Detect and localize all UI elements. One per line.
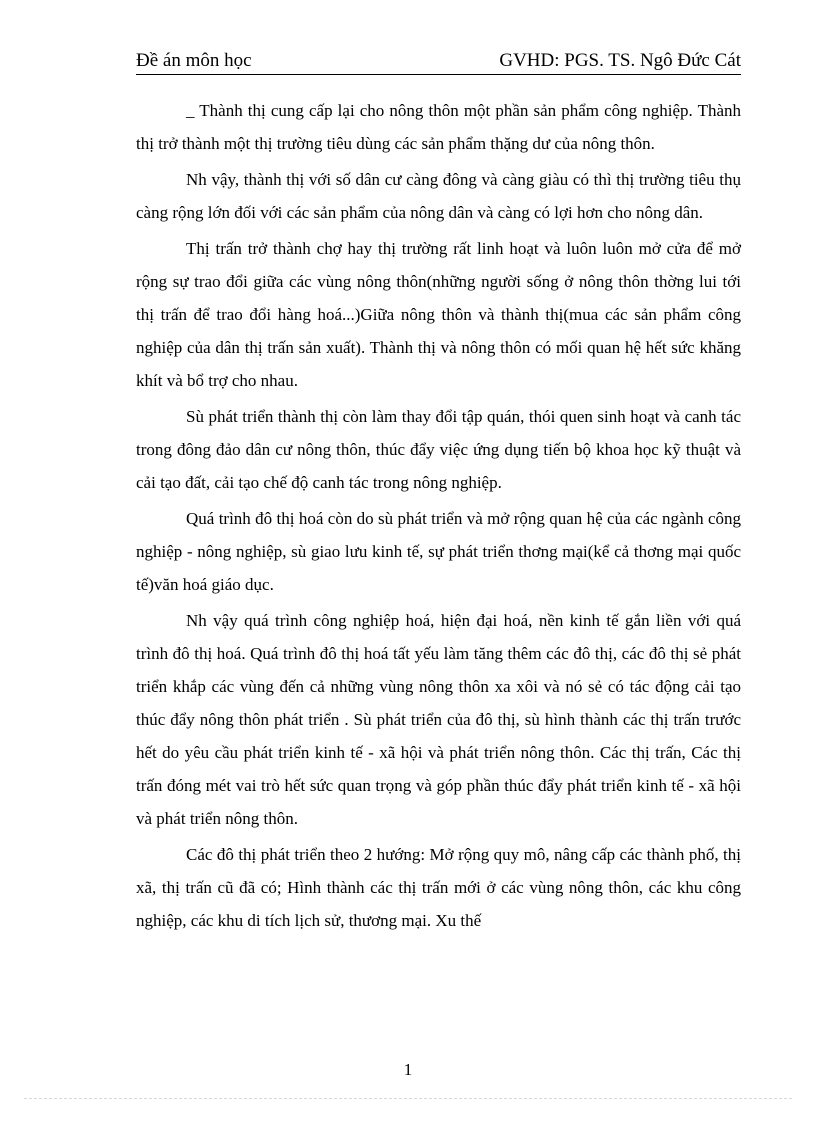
paragraph: Quá trình đô thị hoá còn do sù phát triển và mở rộng quan hệ của các ngành công nghiệp - nông nghiệp, sù giao lưu kinh tế, sự phát triển thơng mại(kể cả thơng mại quốc tế)văn hoá giáo dục. — [136, 509, 741, 594]
paragraph: Thị trấn trở thành chợ hay thị trường rất linh hoạt và luôn luôn mở cửa để mở rộng sự trao đổi giữa các vùng nông thôn(những người sống ở nông thôn thờng lui tới thị trấn để trao đổi hàng hoá...)Giữa nông thôn và thành thị(mua các sản phẩm công nghiệp của dân thị trấn sản xuất). Thành thị và nông thôn có mối quan hệ hết sức khăng khít và bổ trợ cho nhau. — [136, 239, 741, 390]
paragraph: _ Thành thị cung cấp lại cho nông thôn một phần sản phẩm công nghiệp. Thành thị trở thành một thị trường tiêu dùng các sản phẩm thặng dư của nông thôn. — [136, 101, 741, 153]
header-supervisor: GVHD: PGS. TS. Ngô Đức Cát — [499, 50, 741, 71]
document-body — [136, 94, 741, 937]
footer-divider — [24, 1098, 792, 1099]
page-header — [136, 50, 741, 75]
paragraph: Sù phát triển thành thị còn làm thay đổi tập quán, thói quen sinh hoạt và canh tác trong đông đảo dân cư nông thôn, thúc đẩy việc ứng dụng tiến bộ khoa học kỹ thuật và cải tạo đất, cải tạo chế độ canh tác trong nông nghiệp. — [136, 407, 741, 492]
page-number: 1 — [403, 1060, 413, 1079]
paragraph: Các đô thị phát triển theo 2 hướng: Mở rộng quy mô, nâng cấp các thành phố, thị xã, thị trấn cũ đã có; Hình thành các thị trấn mới ở các vùng nông thôn, các khu công nghiệp, các khu di tích lịch sử, thương mại. Xu thế — [136, 845, 741, 930]
paragraph: Nh vậy quá trình công nghiệp hoá, hiện đại hoá, nền kinh tế gắn liền với quá trình đô thị hoá. Quá trình đô thị hoá tất yếu làm tăng thêm các đô thị, các đô thị sẻ phát triển khắp các vùng đến cả những vùng nông thôn xa xôi và nó sẻ có tác động cải tạo thúc đẩy nông thôn phát triển . Sù phát triển của đô thị, sù hình thành các thị trấn trước hết do yêu cầu phát triển kinh tế - xã hội và phát triển nông thôn. Các thị trấn, Các thị trấn đóng mét vai trò hết sức quan trọng và góp phần thúc đẩy phát triển kinh tế - xã hội và phát triển nông thôn. — [136, 611, 741, 828]
header-course-title: Đề án môn học — [136, 50, 252, 71]
paragraph: Nh vậy, thành thị với số dân cư càng đông và càng giàu có thì thị trường tiêu thụ càng rộng lớn đối với các sản phẩm của nông dân và càng có lợi hơn cho nông dân. — [136, 170, 741, 222]
